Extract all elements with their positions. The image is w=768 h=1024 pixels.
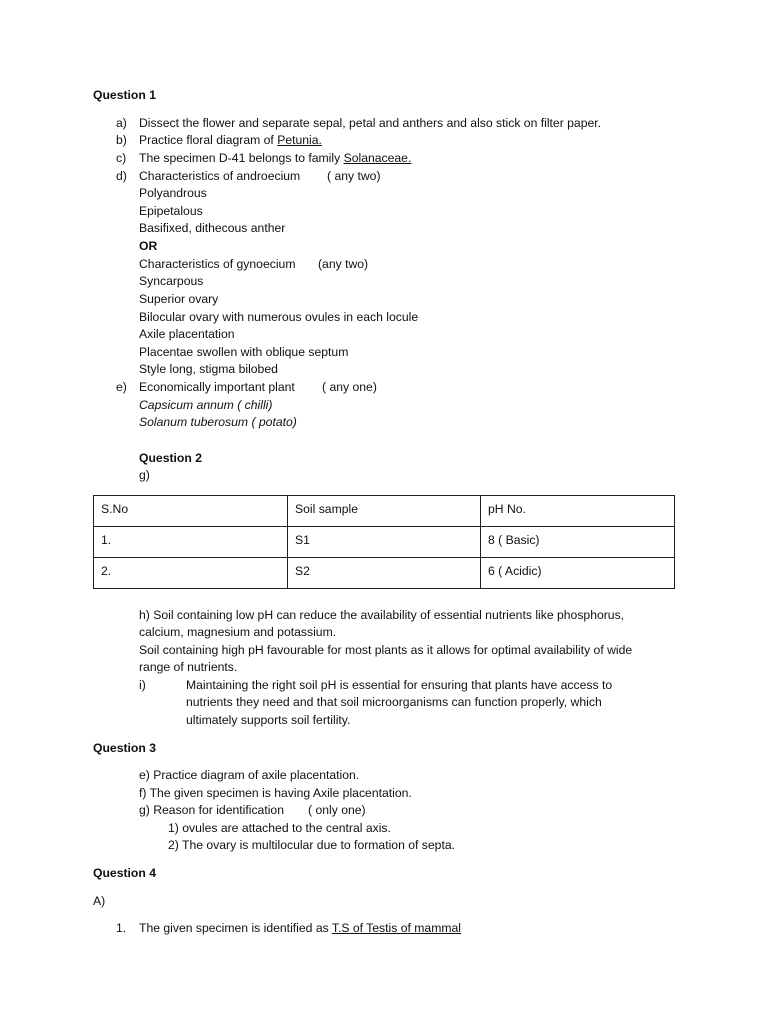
q2-h-line: Soil containing high pH favourable for most plants as it allows for optimal availability of wide <box>139 643 633 657</box>
table-header-cell: S.No <box>94 496 288 527</box>
table-cell: S1 <box>288 527 481 558</box>
table-cell: 1. <box>94 527 288 558</box>
q1-heading: Question 1 <box>93 88 156 102</box>
soil-ph-table <box>93 495 675 589</box>
q1-b-marker: b) <box>116 133 127 147</box>
q1-c-line <box>139 151 411 166</box>
androecium-item: Basifixed, dithecous anther <box>139 221 286 235</box>
or-label: OR <box>139 239 158 253</box>
table-header-row <box>94 496 675 527</box>
table-cell: 8 ( Basic) <box>481 527 675 558</box>
androecium-item: Polyandrous <box>139 186 207 200</box>
q2-i-marker: i) <box>139 678 146 692</box>
q1-a-text: Dissect the flower and separate sepal, petal and anthers and also stick on filter paper. <box>139 116 602 130</box>
q4-part: A) <box>93 894 106 908</box>
testis-link: T.S of Testis of mammal <box>331 921 461 935</box>
petunia-link: Petunia. <box>277 133 322 147</box>
q2-h-line: h) Soil containing low pH can reduce the availability of essential nutrients like phosphorus, <box>139 608 625 622</box>
q2-i-line: nutrients they need and that soil microorganisms can function properly, which <box>186 695 602 709</box>
table-cell: S2 <box>288 558 481 589</box>
q2-h-line: range of nutrients. <box>139 660 238 674</box>
q1-b-text: Practice floral diagram of <box>139 133 278 147</box>
gynoecium-note: (any two) <box>318 257 369 271</box>
q4-item-marker: 1. <box>116 921 127 935</box>
q1-d-note: ( any two) <box>327 169 381 183</box>
q1-d-marker: d) <box>116 169 127 183</box>
q3-heading: Question 3 <box>93 741 156 755</box>
q3-reason: 1) ovules are attached to the central axis. <box>168 821 391 835</box>
q1-c-text: The specimen D-41 belongs to family <box>139 151 344 165</box>
q2-g-label: g) <box>139 468 150 482</box>
q4-heading: Question 4 <box>93 866 156 880</box>
gynoecium-item: Superior ovary <box>139 292 219 306</box>
table-row <box>94 558 675 589</box>
q3-reason: 2) The ovary is multilocular due to formation of septa. <box>168 838 455 852</box>
androecium-item: Epipetalous <box>139 204 203 218</box>
q2-i-line: ultimately supports soil fertility. <box>186 713 351 727</box>
gynoecium-item: Syncarpous <box>139 274 204 288</box>
table-cell: 6 ( Acidic) <box>481 558 675 589</box>
plant-name: Solanum tuberosum ( potato) <box>139 415 297 429</box>
q3-g-note: ( only one) <box>308 803 366 817</box>
gynoecium-heading: Characteristics of gynoecium <box>139 257 296 271</box>
q3-line: e) Practice diagram of axile placentation. <box>139 768 360 782</box>
q2-heading: Question 2 <box>139 451 202 465</box>
q4-item-text: The given specimen is identified as <box>139 921 332 935</box>
q4-item-line <box>139 921 461 936</box>
q1-d-text: Characteristics of androecium <box>139 169 301 183</box>
q1-e-note: ( any one) <box>322 380 377 394</box>
plant-name: Capsicum annum ( chilli) <box>139 398 273 412</box>
q1-a-marker: a) <box>116 116 127 130</box>
table-cell: 2. <box>94 558 288 589</box>
table-row <box>94 527 675 558</box>
gynoecium-item: Placentae swollen with oblique septum <box>139 345 349 359</box>
q2-i-line: Maintaining the right soil pH is essential for ensuring that plants have access to <box>186 678 613 692</box>
q3-line: f) The given specimen is having Axile placentation. <box>139 786 412 800</box>
table-header-cell: Soil sample <box>288 496 481 527</box>
q1-c-marker: c) <box>116 151 127 165</box>
gynoecium-item: Axile placentation <box>139 327 235 341</box>
q2-h-line: calcium, magnesium and potassium. <box>139 625 337 639</box>
gynoecium-item: Style long, stigma bilobed <box>139 362 278 376</box>
gynoecium-item: Bilocular ovary with numerous ovules in each locule <box>139 310 419 324</box>
q1-e-text: Economically important plant <box>139 380 295 394</box>
solanaceae-link: Solanaceae. <box>343 151 412 165</box>
table-header-cell: pH No. <box>481 496 675 527</box>
q3-g-text: g) Reason for identification <box>139 803 284 817</box>
q1-b-line <box>139 133 322 148</box>
q1-e-marker: e) <box>116 380 127 394</box>
